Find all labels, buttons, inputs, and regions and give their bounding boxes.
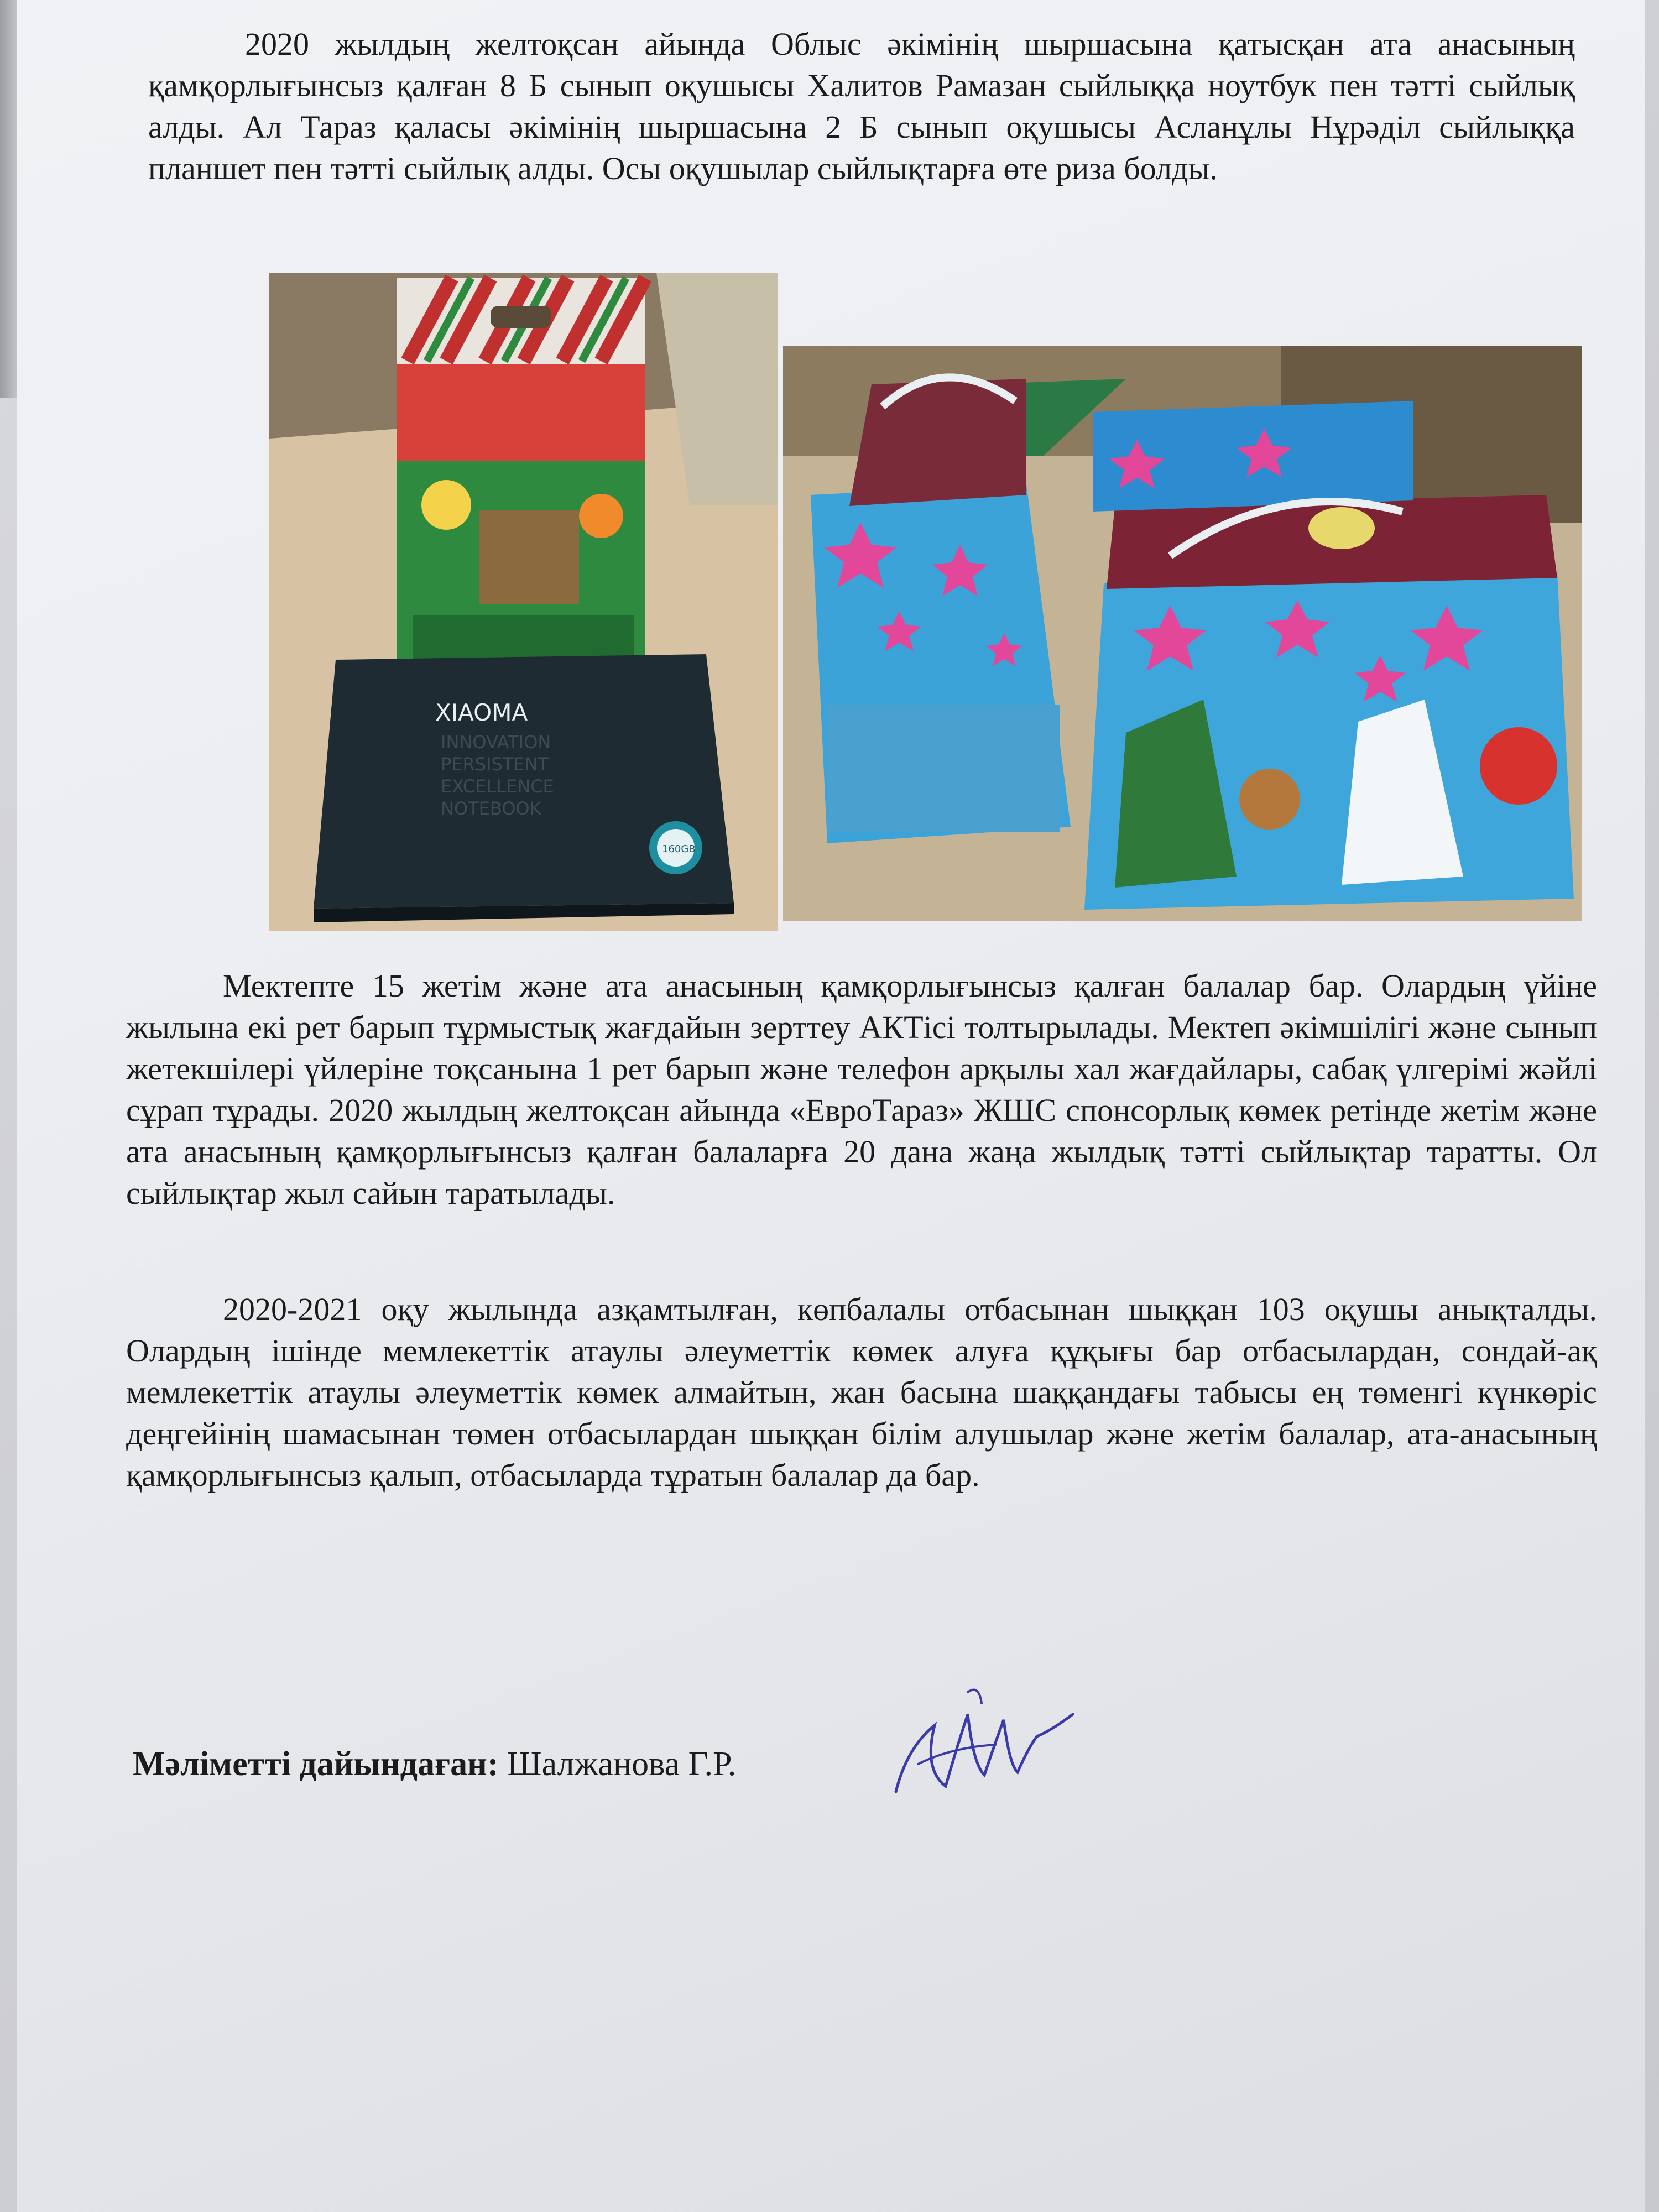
photo-gift-and-laptop	[269, 273, 778, 931]
prepared-by	[133, 1742, 907, 1786]
svg-text:NOTEBOOK: NOTEBOOK	[441, 798, 541, 819]
svg-text:INNOVATION: INNOVATION	[441, 732, 551, 753]
photo-candy-gift-boxes	[783, 346, 1582, 921]
storage-badge: 160GB	[662, 843, 696, 855]
svg-text:EXCELLENCE: EXCELLENCE	[441, 776, 554, 797]
paragraph-gifts: 2020 жылдың желтоқсан айында Облыс әкімінің шыршасына қатысқан ата анасының қамқорлығынсыз қалған 8 Б сынып оқушысы Халитов Рамазан сыйлыққа ноутбук пен тәтті сыйлық алды. Ал Тараз қаласы әкімінің шыршасына 2 Б сынып оқушысы Асланұлы Нұрәділ сыйлыққа планшет пен тәтті сыйлық алды. Осы оқушылар сыйлықтарға өте риза болды.	[148, 26, 1575, 186]
handwritten-signature	[885, 1681, 1084, 1803]
svg-text:PERSISTENT: PERSISTENT	[441, 754, 549, 775]
prepared-by-label: Мәліметті дайындаған:	[133, 1745, 499, 1783]
paragraph-orphans: Мектепте 15 жетім және ата анасының қамқорлығынсыз қалған балалар бар. Олардың үйіне жылына екі рет барып тұрмыстық жағдайын зерттеу АКТісі толтырылады. Мектеп әкімшілігі және сынып жетекшілері үйлеріне тоқсанына 1 рет барып және телефон арқылы хал жағдайлары, сабақ үлгерімі жәйлі сұрап тұрады. 2020 жылдың желтоқсан айында «ЕвроТараз» ЖШС спонсорлық көмек ретінде жетім және ата анасының қамқорлығынсыз қалған балаларға 20 дана жаңа жылдық тәтті сыйлықтар таратты. Ол сыйлықтар жыл сайын таратылады.	[126, 968, 1597, 1211]
notebook-brand-text: XIAOMA	[435, 699, 528, 726]
prepared-by-name: Шалжанова Г.Р.	[507, 1745, 737, 1783]
paragraph-low-income: 2020-2021 оқу жылында азқамтылған, көпбалалы отбасынан шыққан 103 оқушы анықталды. Олардың ішінде мемлекеттік атаулы әлеуметтік көмек алуға құқығы бар отбасылардан, сондай-ақ мемлекеттік атаулы әлеуметтік көмек алмайтын, жан басына шаққандағы табысы ең төменгі күнкөріс деңгейінің шамасынан төмен отбасылардан шыққан білім алушылар және жетім балалар, ата-анасының қамқорлығынсыз қалып, отбасыларда тұратын балалар да бар.	[126, 1291, 1597, 1493]
